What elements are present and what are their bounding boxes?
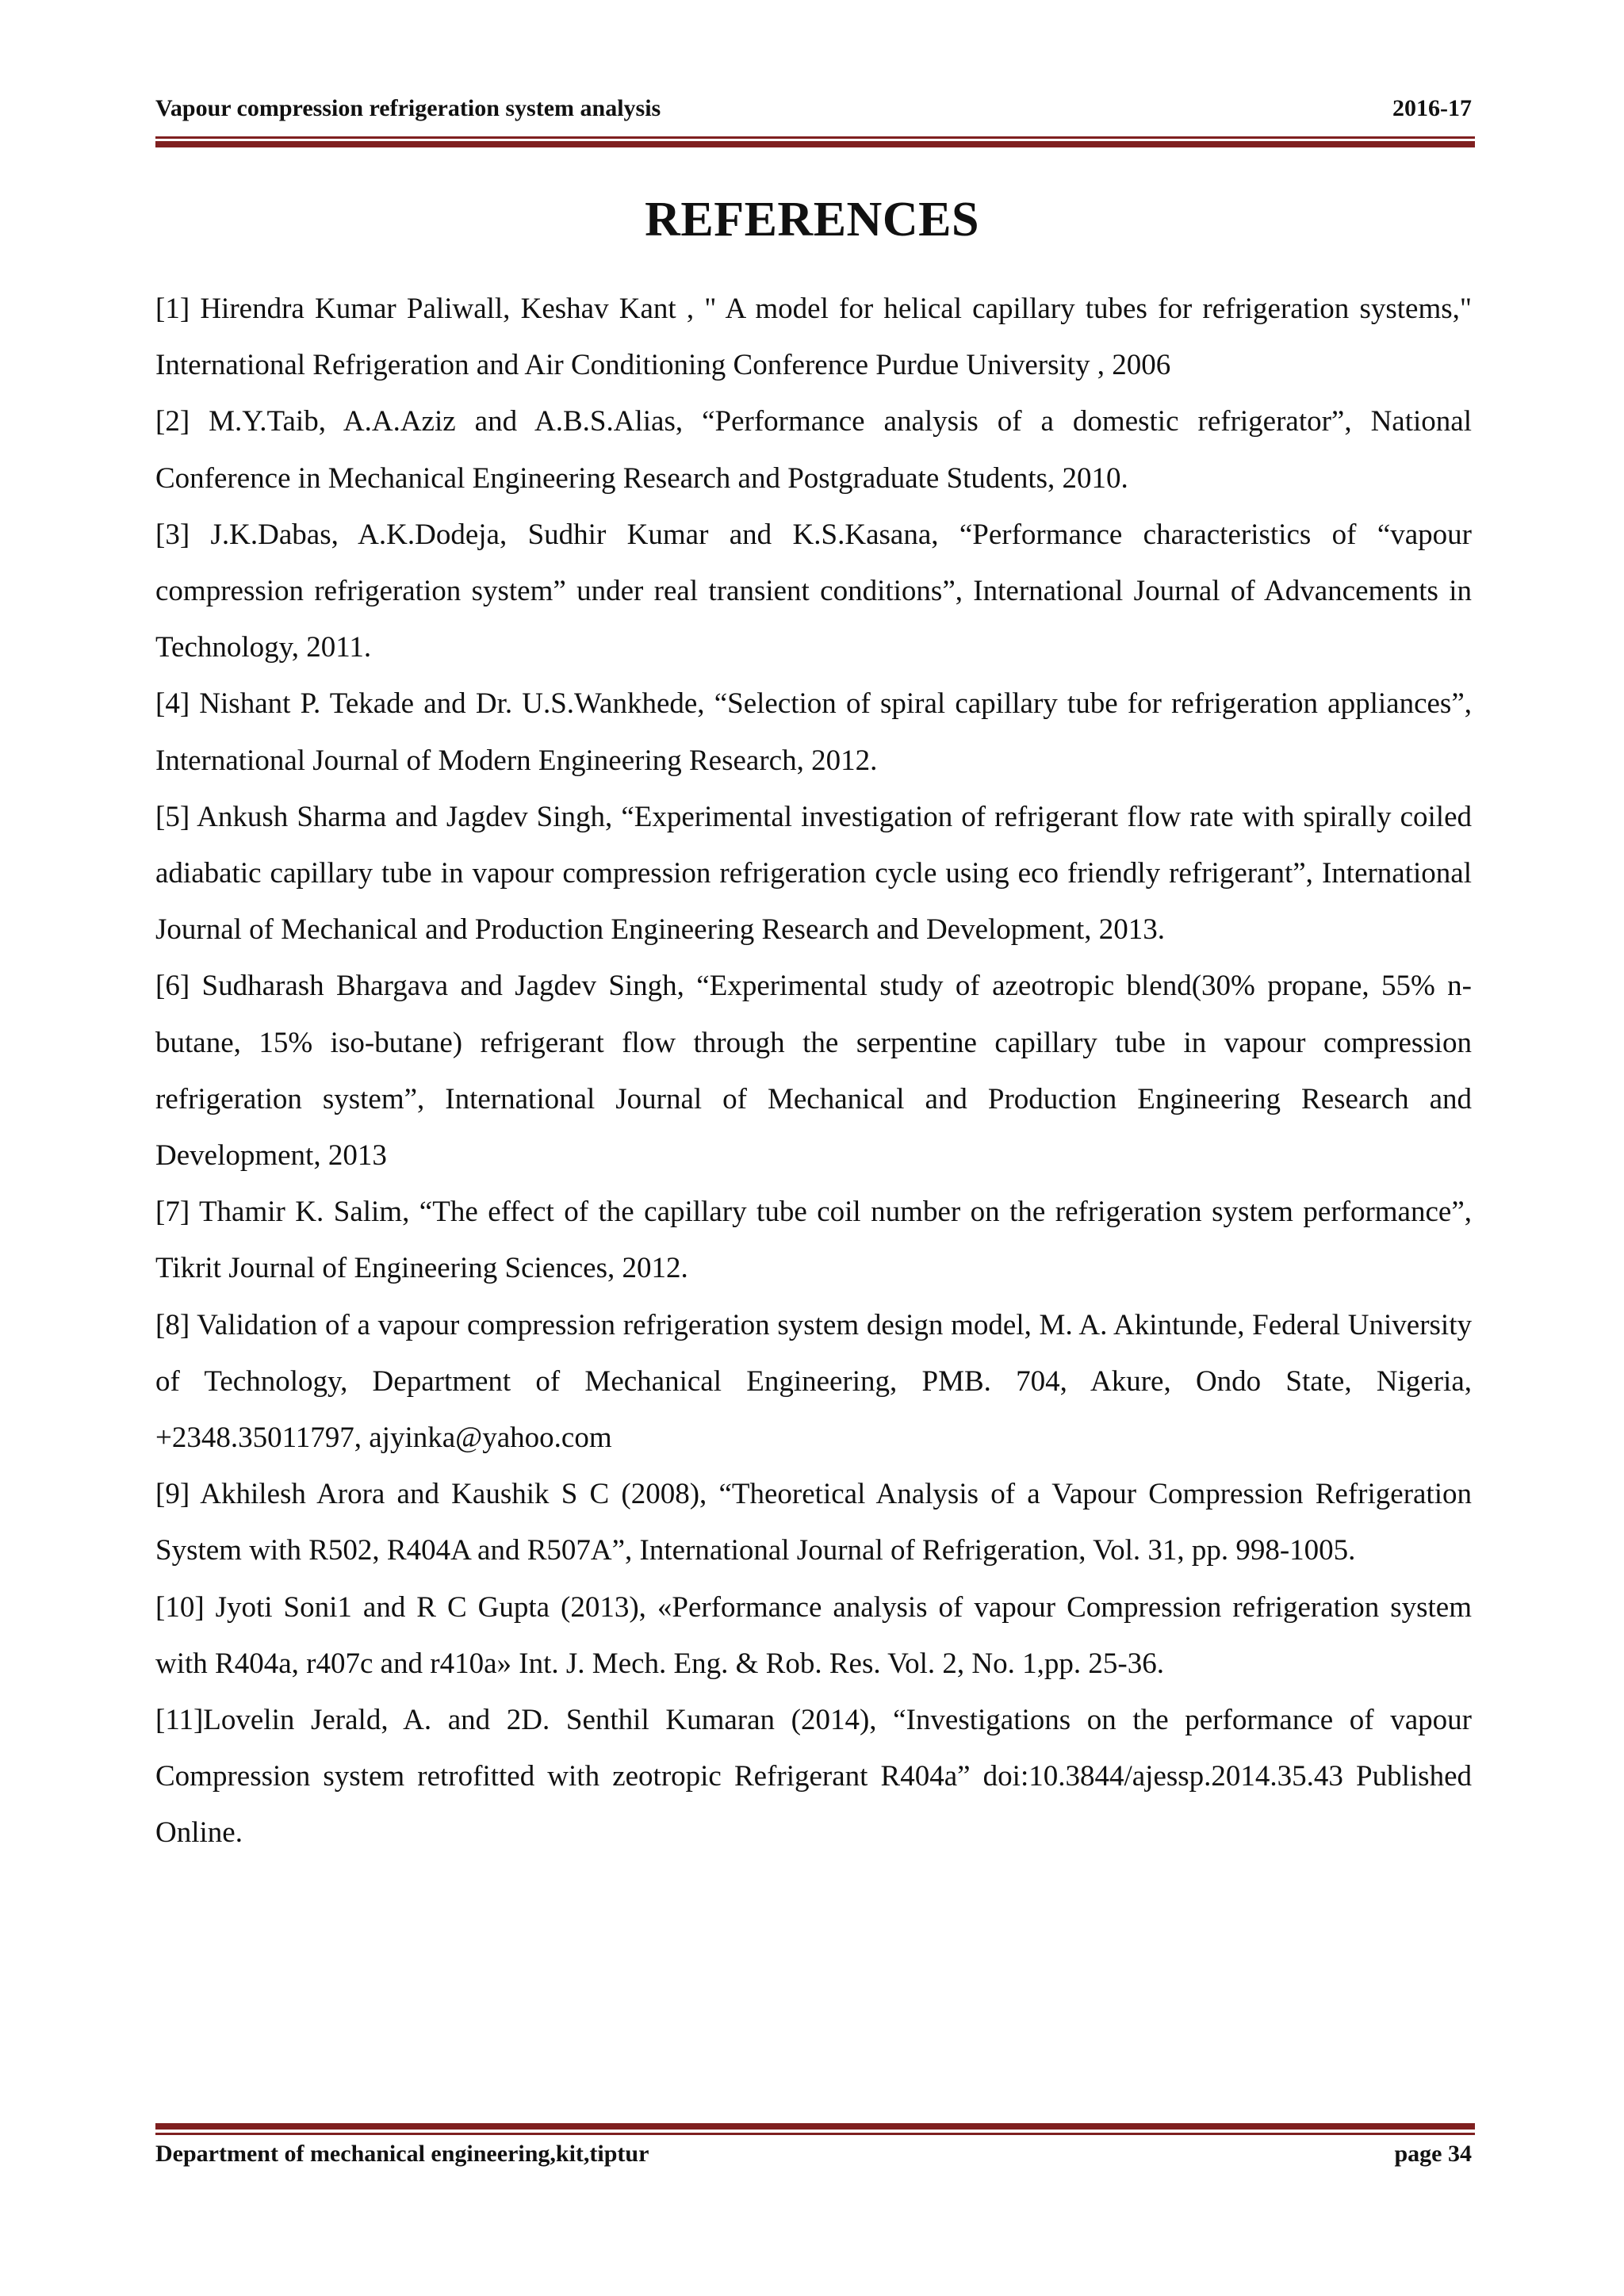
reference-item-3: [3] J.K.Dabas, A.K.Dodeja, Sudhir Kumar and K.S.Kasana, “Performance characteristics of “vapour compression refrigeration system” under real transient conditions”, International Journal of Advancements in Technology, 2011. <box>155 518 1472 664</box>
reference-item-9: [9] Akhilesh Arora and Kaushik S C (2008), “Theoretical Analysis of a Vapour Compression Refrigeration System with R502, R404A and R507A”, International Journal of Refrigeration, Vol. 31, pp. 998-1005. <box>155 1478 1472 1567</box>
reference-item-2: [2] M.Y.Taib, A.A.Aziz and A.B.S.Alias, “Performance analysis of a domestic refrigerator”, National Conference in Mechanical Engineering Research and Postgraduate Students, 2010. <box>155 405 1472 495</box>
page-number: page 34 <box>1394 2141 1472 2167</box>
footer-department: Department of mechanical engineering,kit,tiptur <box>155 2141 649 2167</box>
reference-list <box>155 281 1472 1862</box>
reference-item-10: [10] Jyoti Soni1 and R C Gupta (2013), «Performance analysis of vapour Compression refrigeration system with R404a, r407c and r410a» Int. J. Mech. Eng. & Rob. Res. Vol. 2, No. 1,pp. 25-36. <box>155 1590 1472 1680</box>
header-rule-thin <box>155 136 1475 139</box>
header-rule-thick <box>155 141 1475 147</box>
reference-item-6: [6] Sudharash Bhargava and Jagdev Singh, “Experimental study of azeotropic blend(30% propane, 55% n-butane, 15% iso-butane) refrigerant flow through the serpentine capillary tube in vapour compression refrigeration system”, International Journal of Mechanical and Production Engineering Research and Development, 2013 <box>155 970 1472 1173</box>
reference-item-4: [4] Nishant P. Tekade and Dr. U.S.Wankhede, “Selection of spiral capillary tube for refrigeration appliances”, International Journal of Modern Engineering Research, 2012. <box>155 687 1472 777</box>
reference-item-11: [11]Lovelin Jerald, A. and 2D. Senthil Kumaran (2014), “Investigations on the performance of vapour Compression system retrofitted with zeotropic Refrigerant R404a” doi:10.3844/ajessp.2014.35.43 Published Online. <box>155 1704 1472 1850</box>
footer-rule-thin <box>155 2133 1475 2135</box>
footer-rule-thick <box>155 2123 1475 2130</box>
reference-item-7: [7] Thamir K. Salim, “The effect of the capillary tube coil number on the refrigeration system performance”, Tikrit Journal of Engineering Sciences, 2012. <box>155 1196 1472 1285</box>
header-title: Vapour compression refrigeration system analysis <box>155 95 661 121</box>
page-header <box>155 95 1472 130</box>
header-year: 2016-17 <box>1392 95 1472 121</box>
reference-item-5: [5] Ankush Sharma and Jagdev Singh, “Experimental investigation of refrigerant flow rate with spirally coiled adiabatic capillary tube in vapour compression refrigeration cycle using eco friendly refrigerant”, International Journal of Mechanical and Production Engineering Research and Development, 2013. <box>155 800 1472 947</box>
reference-item-1: [1] Hirendra Kumar Paliwall, Keshav Kant , " A model for helical capillary tubes for refrigeration systems," International Refrigeration and Air Conditioning Conference Purdue University , 2006 <box>155 293 1472 382</box>
page-footer <box>155 2141 1472 2175</box>
reference-item-8: [8] Validation of a vapour compression refrigeration system design model, M. A. Akintunde, Federal University of Technology, Department of Mechanical Engineering, PMB. 704, Akure, Ondo State, Nigeria, +2348.35011797, ajyinka@yahoo.com <box>155 1308 1472 1455</box>
references-heading: REFERENCES <box>645 193 979 247</box>
